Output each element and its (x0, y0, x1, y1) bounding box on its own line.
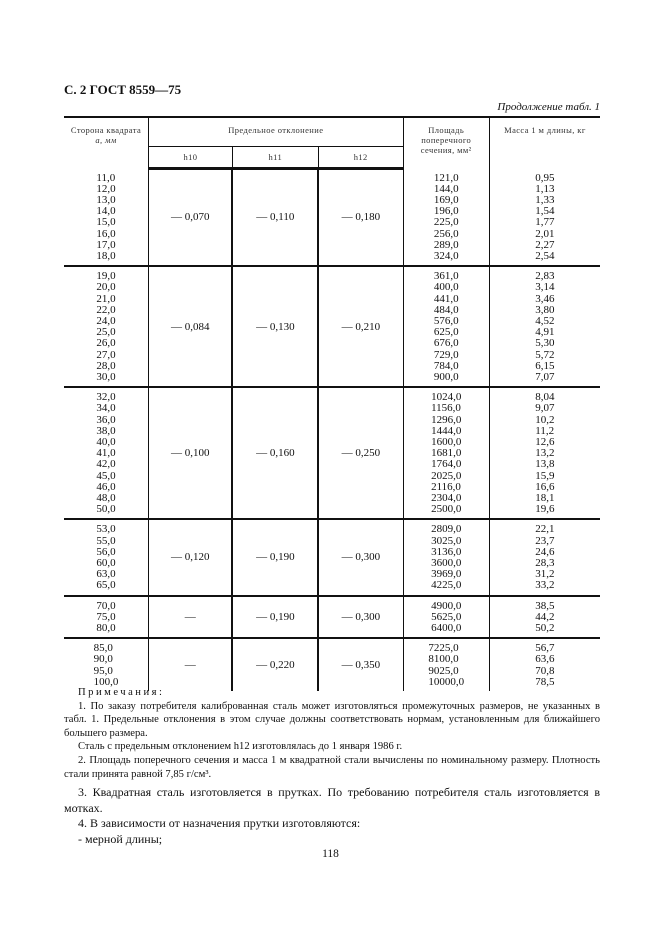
area-value: 2025,0 (431, 469, 462, 482)
deviation-h11: — 0,190 (232, 596, 318, 639)
deviation-h11: — 0,220 (232, 638, 318, 691)
side-cell (64, 519, 149, 595)
side-value: 17,0 (96, 238, 116, 251)
header-mass: Масса 1 м длины, кг (489, 117, 600, 169)
mass-value: 7,07 (535, 370, 555, 383)
area-cell (403, 596, 489, 639)
area-cell (403, 638, 489, 691)
mass-value: 31,2 (535, 568, 555, 581)
side-value: 34,0 (96, 402, 116, 415)
side-value: 60,0 (96, 557, 116, 569)
side-value: 70,0 (96, 599, 116, 612)
area-value: 10000,0 (428, 675, 465, 688)
mass-value: 5,30 (535, 337, 555, 350)
mass-value: 1,33 (535, 193, 555, 206)
area-value: 4225,0 (431, 579, 462, 592)
table-row-group (64, 596, 600, 639)
area-value: 2500,0 (431, 503, 462, 516)
area-value: 484,0 (433, 303, 459, 316)
side-value: 30,0 (96, 370, 116, 383)
mass-value: 23,7 (535, 534, 555, 547)
mass-cell (489, 596, 600, 639)
side-value: 13,0 (96, 193, 116, 206)
table-row-group (64, 519, 600, 595)
area-value: 7225,0 (428, 642, 459, 655)
mass-value: 24,6 (535, 545, 555, 558)
deviation-h11: — 0,190 (232, 519, 318, 595)
mass-value: 2,01 (535, 227, 555, 240)
mass-value: 4,91 (535, 326, 555, 339)
mass-value: 78,5 (535, 675, 555, 688)
area-value: 169,0 (433, 193, 459, 206)
area-value: 3600,0 (431, 557, 462, 569)
deviation-h12: — 0,350 (318, 638, 403, 691)
mass-cell (489, 169, 600, 267)
mass-cell (489, 266, 600, 387)
note-2: 2. Площадь поперечного сечения и масса 1 м квадратной стали вычислены по номинальному размеру. Плотность стали принята равной 7,85 г/см³. (64, 754, 600, 780)
notes-title: Примечания: (78, 687, 165, 698)
mass-value: 12,6 (535, 435, 555, 448)
mass-value: 8,04 (535, 391, 555, 404)
mass-value: 0,95 (535, 171, 555, 184)
side-cell (64, 169, 149, 267)
area-value: 900,0 (433, 370, 459, 383)
table-continuation-label: Продолжение табл. 1 (497, 101, 600, 113)
mass-value: 2,54 (535, 249, 555, 262)
table-row-group (64, 169, 600, 267)
area-value: 121,0 (433, 171, 459, 184)
mass-value: 1,54 (535, 205, 555, 218)
side-value: 42,0 (96, 458, 116, 471)
deviation-h10: — 0,084 (149, 266, 233, 387)
paragraph-4: 4. В зависимости от назначения прутки изготовляются: (78, 816, 361, 830)
mass-value: 3,80 (535, 303, 555, 316)
side-value: 95,0 (93, 664, 113, 677)
side-value: 56,0 (96, 545, 116, 558)
deviation-h10: — (149, 596, 233, 639)
header-deviation: Предельное отклонение (149, 117, 404, 147)
mass-value: 19,6 (535, 503, 555, 516)
area-value: 361,0 (433, 270, 459, 283)
mass-value: 70,8 (535, 664, 555, 677)
mass-value: 22,1 (535, 523, 555, 536)
side-cell (64, 596, 149, 639)
table-row-group (64, 638, 600, 691)
deviation-h11: — 0,160 (232, 387, 318, 519)
side-value: 11,0 (96, 171, 116, 184)
mass-value: 2,27 (535, 238, 555, 251)
mass-value: 2,83 (535, 270, 555, 283)
mass-value: 56,7 (535, 642, 555, 655)
area-value: 5625,0 (431, 610, 462, 623)
area-value: 2116,0 (431, 480, 461, 493)
area-value: 1600,0 (431, 435, 462, 448)
mass-value: 3,46 (535, 292, 555, 305)
header-area: Площадь поперечного сечения, мм² (403, 117, 489, 169)
side-value: 40,0 (96, 435, 116, 448)
area-value: 9025,0 (428, 664, 459, 677)
mass-value: 3,14 (535, 281, 555, 294)
mass-value: 44,2 (535, 610, 555, 623)
notes (64, 686, 600, 781)
area-value: 3136,0 (431, 545, 462, 558)
side-value: 21,0 (96, 292, 116, 305)
area-value: 784,0 (433, 359, 459, 372)
side-cell (64, 387, 149, 519)
area-cell (403, 169, 489, 267)
side-value: 48,0 (96, 491, 116, 504)
deviation-h10: — (149, 638, 233, 691)
table-row-group (64, 266, 600, 387)
deviation-h10: — 0,070 (149, 169, 233, 267)
note-1b: Сталь с предельным отклонением h12 изготовлялась до 1 января 1986 г. (78, 741, 403, 753)
header-h11: h11 (232, 147, 318, 169)
note-1: 1. По заказу потребителя калиброванная сталь может изготовляться промежуточных размеров, не указанных в табл. 1. Предельные отклонения в этом случае должны соответствовать нормам, установленным для ближайшего большего размера. (64, 700, 600, 739)
mass-value: 9,07 (535, 402, 555, 415)
mass-cell (489, 638, 600, 691)
side-value: 20,0 (96, 281, 116, 294)
area-value: 576,0 (433, 314, 459, 327)
side-value: 19,0 (96, 270, 116, 283)
header-side: Сторона квадрата a, мм (64, 117, 149, 169)
mass-value: 11,2 (535, 424, 555, 437)
area-cell (403, 387, 489, 519)
deviation-h10: — 0,120 (149, 519, 233, 595)
mass-value: 10,2 (535, 413, 555, 426)
mass-value: 16,6 (535, 480, 555, 493)
deviation-h12: — 0,250 (318, 387, 403, 519)
mass-value: 28,3 (535, 557, 555, 569)
area-value: 625,0 (433, 326, 459, 339)
mass-value: 38,5 (535, 599, 555, 612)
mass-value: 4,52 (535, 314, 555, 327)
deviation-h12: — 0,180 (318, 169, 403, 267)
side-value: 14,0 (96, 205, 116, 218)
area-value: 3969,0 (431, 568, 462, 581)
deviation-h12: — 0,210 (318, 266, 403, 387)
area-value: 729,0 (433, 348, 459, 361)
area-value: 1764,0 (431, 458, 462, 471)
area-value: 2809,0 (431, 523, 462, 536)
area-cell (403, 266, 489, 387)
page-number: 118 (322, 848, 339, 860)
steel-dimensions-table (64, 116, 600, 691)
side-value: 53,0 (96, 523, 116, 536)
area-value: 3025,0 (431, 534, 462, 547)
deviation-h11: — 0,130 (232, 266, 318, 387)
mass-cell (489, 387, 600, 519)
area-value: 441,0 (433, 292, 459, 305)
side-value: 32,0 (96, 391, 116, 404)
area-value: 1024,0 (431, 391, 462, 404)
side-value: 90,0 (93, 653, 113, 666)
side-value: 85,0 (93, 642, 113, 655)
mass-value: 63,6 (535, 653, 555, 666)
side-value: 25,0 (96, 326, 116, 339)
body-text (64, 785, 600, 847)
side-value: 38,0 (96, 424, 116, 437)
deviation-h11: — 0,110 (232, 169, 318, 267)
area-value: 4900,0 (431, 599, 462, 612)
side-value: 80,0 (96, 622, 116, 635)
area-value: 676,0 (433, 337, 459, 350)
side-value: 65,0 (96, 579, 116, 592)
area-value: 256,0 (433, 227, 459, 240)
side-value: 63,0 (96, 568, 116, 581)
side-value: 75,0 (96, 610, 116, 623)
side-value: 36,0 (96, 413, 116, 426)
side-value: 55,0 (96, 534, 116, 547)
mass-value: 6,15 (535, 359, 555, 372)
mass-value: 1,13 (535, 182, 555, 195)
area-value: 1444,0 (431, 424, 462, 437)
side-value: 22,0 (96, 303, 116, 316)
paragraph-3: 3. Квадратная сталь изготовляется в прутках. По требованию потребителя сталь изготовляется в мотках. (64, 785, 600, 815)
document-header: С. 2 ГОСТ 8559—75 (64, 82, 182, 97)
side-value: 28,0 (96, 359, 116, 372)
mass-value: 15,9 (535, 469, 555, 482)
paragraph-4-item: - мерной длины; (78, 831, 163, 846)
deviation-h10: — 0,100 (149, 387, 233, 519)
table-row-group (64, 387, 600, 519)
mass-value: 13,8 (535, 458, 555, 471)
mass-value: 50,2 (535, 622, 555, 635)
mass-value: 33,2 (535, 579, 555, 592)
deviation-h12: — 0,300 (318, 596, 403, 639)
mass-value: 5,72 (535, 348, 555, 361)
side-value: 45,0 (96, 469, 116, 482)
table-body (64, 169, 600, 692)
area-value: 196,0 (433, 205, 459, 218)
side-cell (64, 266, 149, 387)
side-value: 12,0 (96, 182, 116, 195)
area-value: 289,0 (433, 238, 459, 251)
area-cell (403, 519, 489, 595)
side-value: 16,0 (96, 227, 116, 240)
side-value: 50,0 (96, 503, 116, 516)
area-value: 400,0 (433, 281, 459, 294)
area-value: 144,0 (433, 182, 459, 195)
area-value: 8100,0 (428, 653, 459, 666)
mass-value: 18,1 (535, 491, 555, 504)
area-value: 1681,0 (431, 447, 462, 460)
side-cell (64, 638, 149, 691)
side-value: 46,0 (96, 480, 116, 493)
mass-value: 13,2 (535, 447, 555, 460)
side-value: 100,0 (93, 675, 119, 688)
deviation-h12: — 0,300 (318, 519, 403, 595)
mass-cell (489, 519, 600, 595)
side-value: 24,0 (96, 314, 116, 327)
area-value: 6400,0 (431, 622, 462, 635)
side-value: 15,0 (96, 216, 116, 229)
header-h10: h10 (149, 147, 233, 169)
side-value: 27,0 (96, 348, 116, 361)
side-value: 41,0 (96, 447, 116, 460)
area-value: 1156,0 (431, 402, 461, 415)
mass-value: 1,77 (535, 216, 555, 229)
area-value: 324,0 (433, 249, 459, 262)
area-value: 1296,0 (431, 413, 462, 426)
side-value: 26,0 (96, 337, 116, 350)
area-value: 225,0 (433, 216, 459, 229)
header-h12: h12 (318, 147, 403, 169)
area-value: 2304,0 (431, 491, 462, 504)
side-value: 18,0 (96, 249, 116, 262)
